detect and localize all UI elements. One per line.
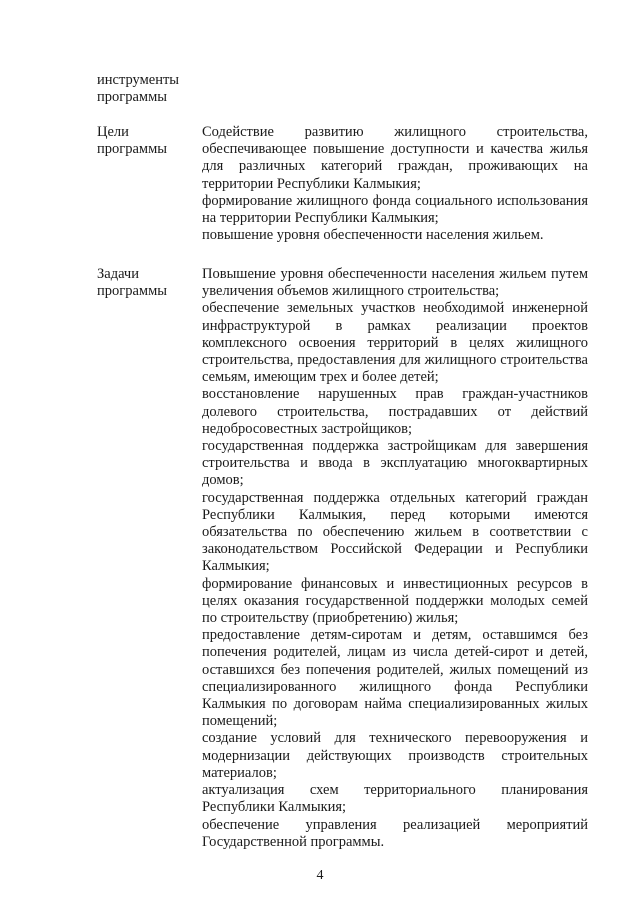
paragraph: предоставление детям-сиротам и детям, оставшимся без попечения родителей, лицам из числа детей-сирот и детей, оставшихся без попечения родителей, жилых помещений из специализированного жилищного фонда Республики Калмыкия по договорам найма специализированных жилых помещений; — [202, 627, 588, 730]
section-label: Цели программы — [97, 124, 167, 157]
section-label: инструменты программы — [97, 72, 180, 105]
paragraph: обеспечение управления реализацией мероприятий Государственной программы. — [202, 816, 588, 850]
paragraph: повышение уровня обеспеченности населения жильем. — [202, 227, 544, 244]
paragraph: государственная поддержка отдельных категорий граждан Республики Калмыкия, перед которыми имеются обязательства по обеспечению жильем в соответствии с законодательством Российской Федерации и Республики Калмыкия; — [202, 489, 588, 575]
paragraph: создание условий для технического перевооружения и модернизации действующих производств строительных материалов; — [202, 730, 588, 781]
paragraph: актуализация схем территориального планирования Республики Калмыкия; — [202, 782, 588, 816]
paragraph: обеспечение земельных участков необходимой инженерной инфраструктурой в рамках реализации проектов комплексного освоения территорий в целях жилищного строительства, предоставления для жилищного строительства семьям, имеющим трех и более детей; — [202, 300, 588, 386]
section-content — [202, 266, 588, 851]
page-number: 4 — [316, 868, 324, 883]
section-content — [202, 124, 588, 244]
paragraph: Содействие развитию жилищного строительства, обеспечивающее повышение доступности и качества жилья для различных категорий граждан, проживающих на территории Республики Калмыкия; — [202, 124, 588, 192]
paragraph: восстановление нарушенных прав граждан-участников долевого строительства, пострадавших от действий недобросовестных застройщиков; — [202, 386, 588, 437]
paragraph: формирование жилищного фонда социального использования на территории Республики Калмыкия; — [202, 192, 588, 227]
paragraph: государственная поддержка застройщикам для завершения строительства и ввода в эксплуатацию многоквартирных домов; — [202, 438, 588, 489]
paragraph: формирование финансовых и инвестиционных ресурсов в целях оказания государственной поддержки молодых семей по строительству (приобретению) жилья; — [202, 575, 588, 627]
section-label: Задачи программы — [97, 266, 167, 299]
paragraph: Повышение уровня обеспеченности населения жильем путем увеличения объемов жилищного строительства; — [202, 266, 588, 300]
